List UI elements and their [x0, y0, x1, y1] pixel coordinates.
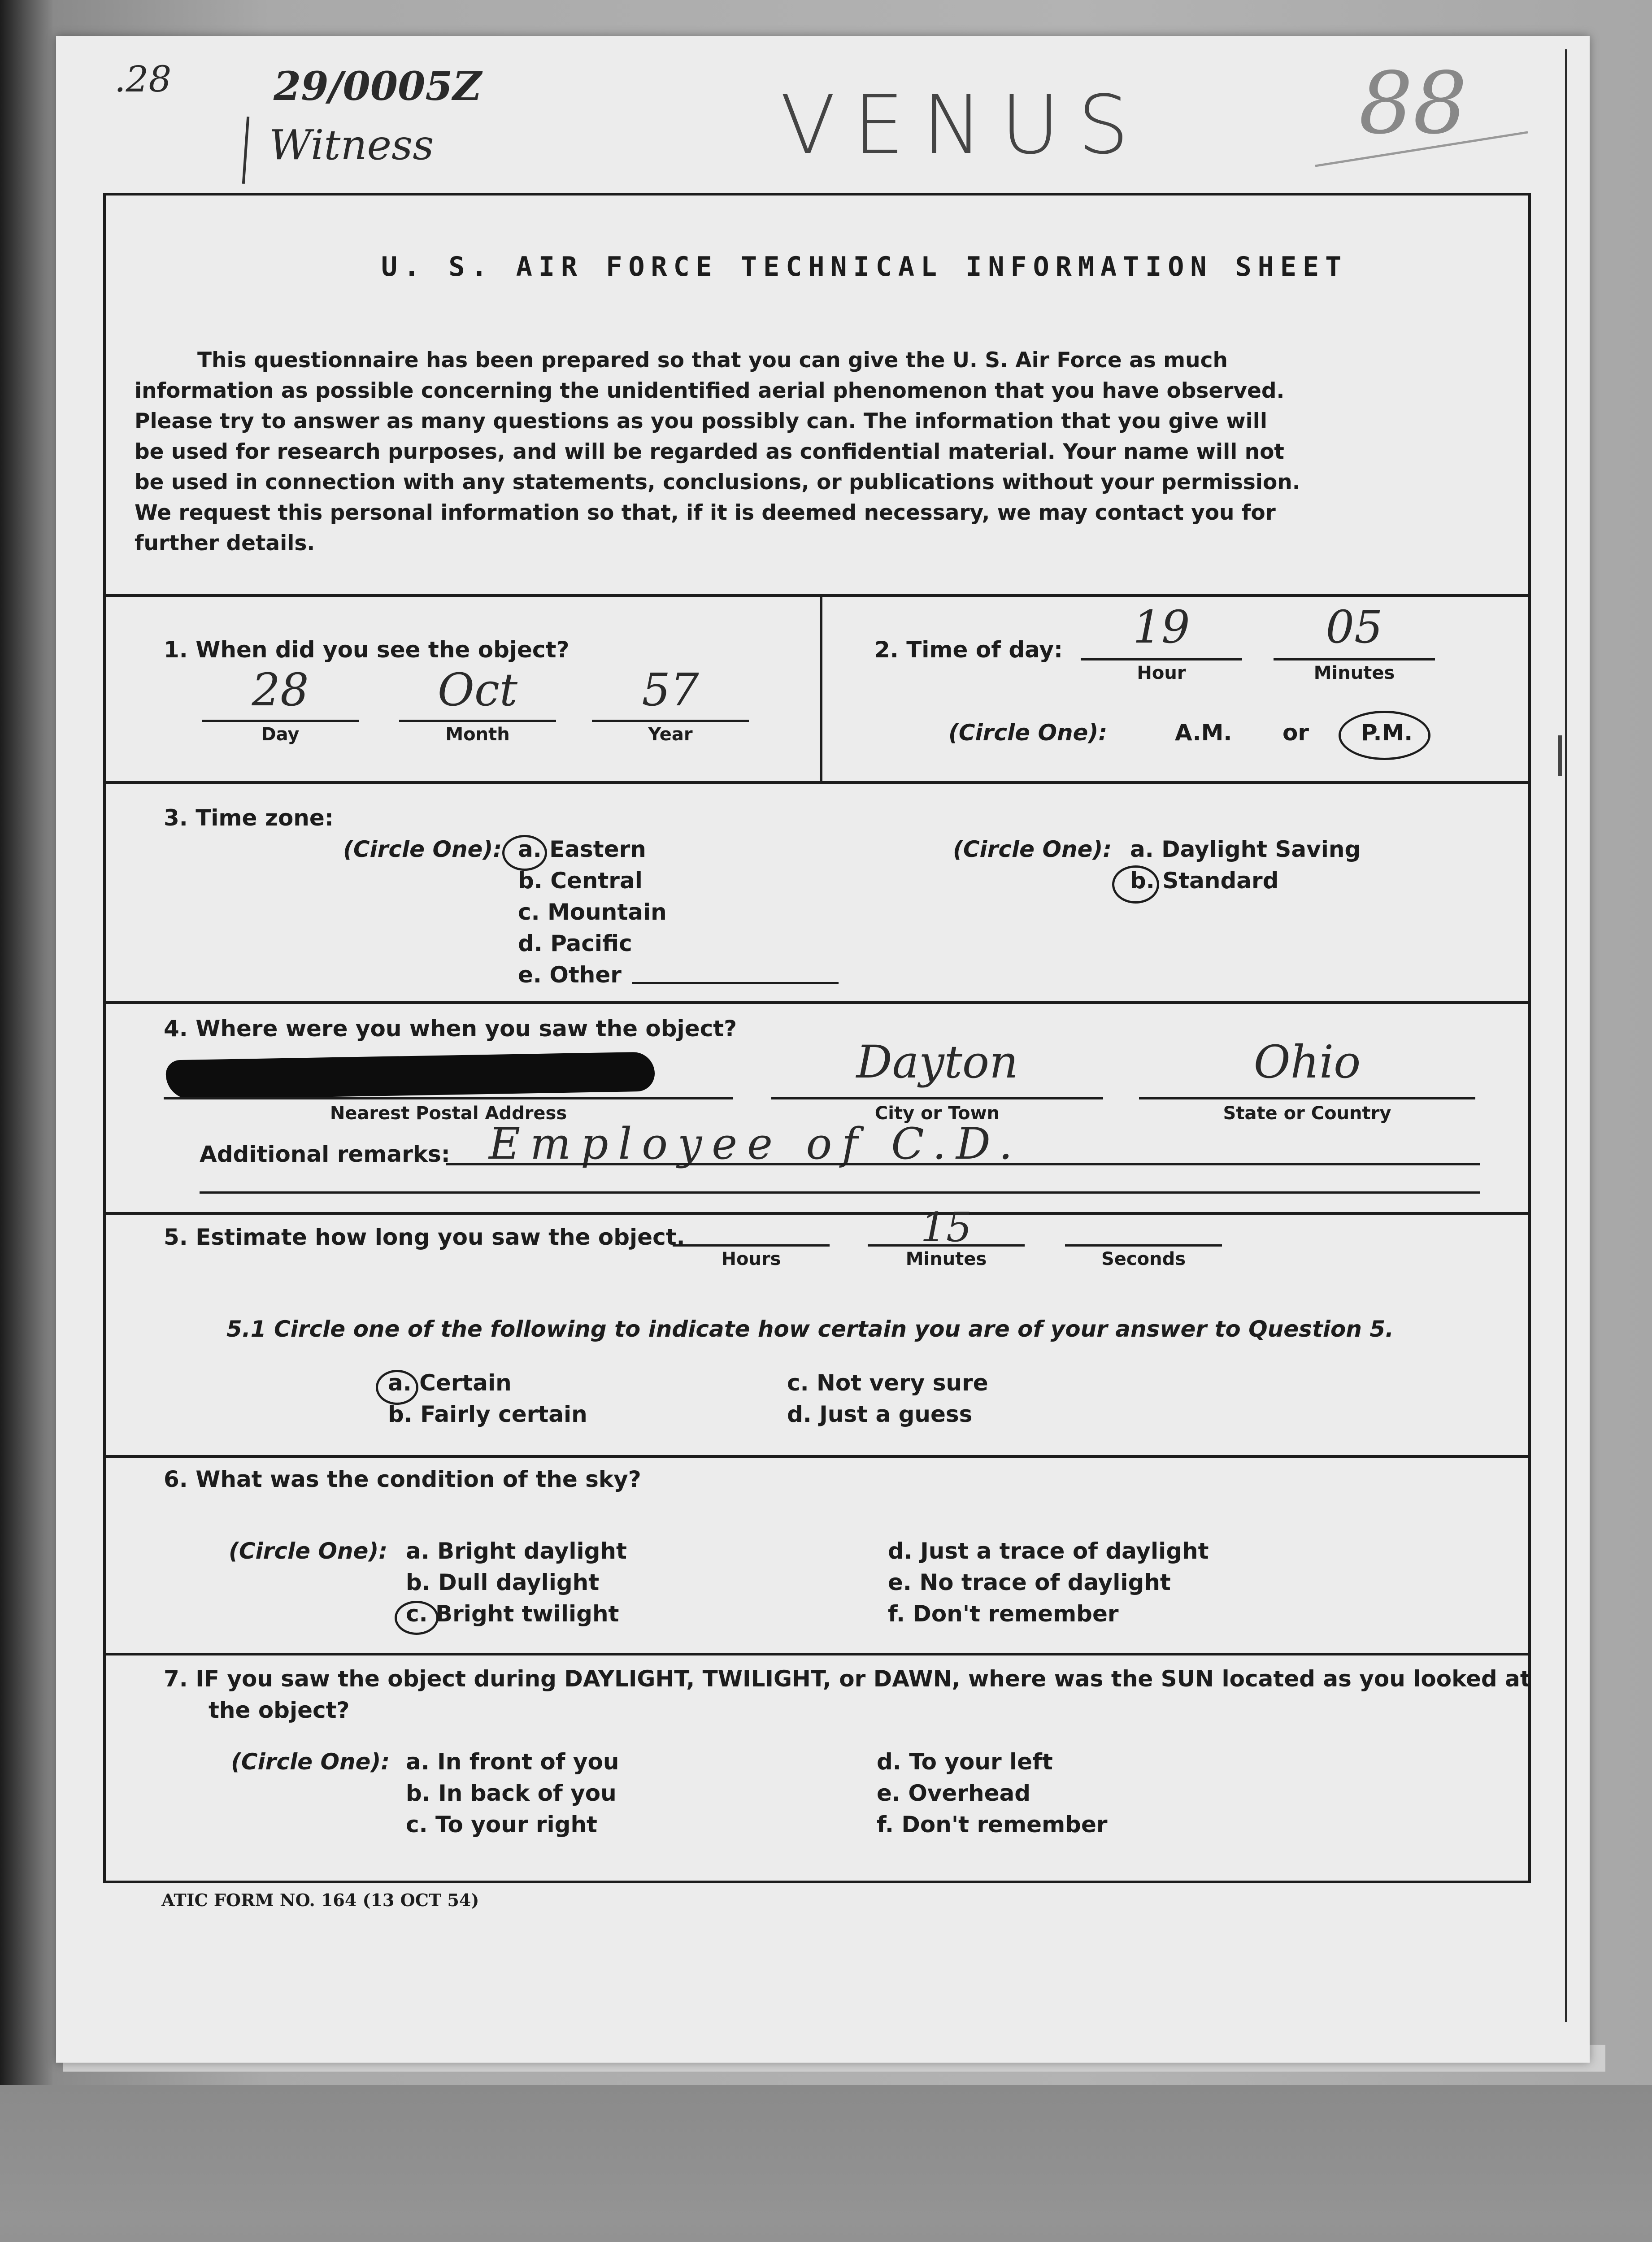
q3-question: 3. Time zone:: [164, 805, 334, 831]
q3-circle-one: (Circle One):: [343, 836, 502, 862]
q5-minutes-label: Minutes: [905, 1249, 987, 1269]
q3-standard: b. Standard: [1130, 868, 1279, 894]
annotation-page-number: 88: [1359, 54, 1467, 153]
q7-circle-one: (Circle One):: [231, 1749, 390, 1775]
intro-line: information as possible concerning the unidentified aerial phenomenon that you have observed.: [135, 378, 1285, 403]
annotation-witness: Witness: [269, 121, 434, 169]
annotation-evaluation: VENUS: [780, 78, 1147, 172]
q2-minutes-answer: 05: [1326, 601, 1383, 653]
q2-hour-answer: 19: [1133, 601, 1190, 653]
divider-q7: [103, 1653, 1531, 1655]
q3-zone-other: e. Other: [518, 962, 622, 988]
intro-line: be used for research purposes, and will be regarded as confidential material. Your name will not: [135, 439, 1284, 464]
q1-month-label: Month: [445, 724, 510, 745]
q5-minutes-line: [868, 1244, 1025, 1247]
intro-line: This questionnaire has been prepared so that you can give the U. S. Air Force as much: [197, 348, 1228, 373]
q5-hours-label: Hours: [721, 1249, 781, 1269]
q3-zone-pacific: d. Pacific: [518, 930, 632, 956]
q6-twilight-circle: [395, 1601, 439, 1635]
q7-question-continued: the object?: [209, 1697, 350, 1723]
q4-state-answer: Ohio: [1253, 1036, 1361, 1088]
q3-circle-one-2: (Circle One):: [953, 836, 1112, 862]
q4-address-label: Nearest Postal Address: [330, 1103, 567, 1124]
q5-hours-line: [673, 1244, 830, 1247]
q4-address-line: [164, 1097, 733, 1099]
q3-standard-circle: [1112, 865, 1159, 904]
q6-circle-one: (Circle One):: [229, 1538, 388, 1564]
q1-day-answer: 28: [252, 664, 309, 716]
photo-backdrop-lower: [0, 2085, 1652, 2242]
divider-q6: [103, 1455, 1531, 1458]
q2-circle-one: (Circle One):: [948, 720, 1108, 746]
q1-year-answer: 57: [642, 664, 699, 716]
q4-state-line: [1139, 1097, 1475, 1099]
q3-zone-central: b. Central: [518, 868, 643, 894]
q1-month-answer: Oct: [437, 664, 518, 716]
divider-intro: [103, 594, 1531, 597]
q5-seconds-line: [1065, 1244, 1222, 1247]
q2-or: or: [1282, 720, 1309, 746]
q7-to-left: d. To your left: [877, 1749, 1053, 1775]
q7-question: 7. IF you saw the object during DAYLIGHT, TWILIGHT, or DAWN, where was the SUN located as you looked at: [164, 1666, 1531, 1692]
q51-fairly-certain: b. Fairly certain: [388, 1401, 587, 1427]
q4-remarks-line: [446, 1163, 1480, 1165]
q7-overhead: e. Overhead: [877, 1780, 1031, 1806]
q1-year-label: Year: [648, 724, 693, 745]
sheet-right-edge: [1565, 49, 1567, 2022]
q6-trace-of-daylight: d. Just a trace of daylight: [888, 1538, 1209, 1564]
q4-question: 4. Where were you when you saw the object?: [164, 1016, 737, 1042]
q5-seconds-label: Seconds: [1101, 1249, 1186, 1269]
q6-bright-twilight: c. Bright twilight: [406, 1601, 619, 1627]
q2-am: A.M.: [1175, 720, 1232, 746]
divider-q4: [103, 1001, 1531, 1004]
q7-to-right: c. To your right: [406, 1812, 597, 1838]
q51-just-a-guess: d. Just a guess: [787, 1401, 973, 1427]
q6-no-trace: e. No trace of daylight: [888, 1569, 1171, 1595]
q2-pm: P.M.: [1361, 720, 1413, 746]
q4-city-label: City or Town: [874, 1103, 1000, 1124]
q51-certain: a. Certain: [388, 1370, 512, 1396]
q2-hour-label: Hour: [1137, 663, 1186, 683]
q6-bright-daylight: a. Bright daylight: [406, 1538, 627, 1564]
annotation-dtg: 29/0005Z: [274, 63, 482, 109]
q4-city-answer: Dayton: [856, 1036, 1018, 1088]
q6-dull-daylight: b. Dull daylight: [406, 1569, 600, 1595]
q51-certain-circle: [376, 1370, 418, 1405]
q1-day-line: [202, 720, 359, 722]
q3-other-line: [632, 982, 839, 984]
q2-minutes-label: Minutes: [1313, 663, 1395, 683]
q2-question: 2. Time of day:: [874, 637, 1063, 663]
q51-question: 5.1 Circle one of the following to indicate how certain you are of your answer to Question 5.: [226, 1316, 1394, 1342]
divider-q5: [103, 1212, 1531, 1215]
q4-state-label: State or Country: [1223, 1103, 1391, 1124]
q3-zone-eastern: a. Eastern: [518, 836, 646, 862]
q7-in-front: a. In front of you: [406, 1749, 619, 1775]
q2-minutes-line: [1274, 658, 1435, 660]
q3-eastern-circle: [502, 835, 547, 871]
q1-year-line: [592, 720, 749, 722]
intro-paragraph: [135, 345, 1377, 559]
intro-line: be used in connection with any statements, conclusions, or publications without your permission.: [135, 470, 1300, 495]
divider-q1-q2: [820, 594, 822, 782]
q6-dont-remember: f. Don't remember: [888, 1601, 1119, 1627]
q4-remarks-line-2: [200, 1191, 1480, 1194]
form-number: ATIC FORM NO. 164 (13 OCT 54): [161, 1890, 479, 1910]
q2-hour-line: [1081, 658, 1242, 660]
q5-minutes-answer: 15: [920, 1204, 972, 1251]
form-title: U. S. AIR FORCE TECHNICAL INFORMATION SHEET: [381, 251, 1348, 282]
q2-pm-circle: [1339, 711, 1430, 760]
q1-question: 1. When did you see the object?: [164, 637, 570, 663]
scan-mark: [1558, 735, 1562, 776]
intro-line: further details.: [135, 531, 315, 556]
q4-remarks-label: Additional remarks:: [200, 1141, 450, 1167]
q6-question: 6. What was the condition of the sky?: [164, 1466, 641, 1492]
divider-q3: [103, 781, 1531, 784]
annotation-number: .28: [114, 58, 172, 100]
q5-question: 5. Estimate how long you saw the object.: [164, 1224, 685, 1250]
q1-day-label: Day: [261, 724, 300, 745]
q3-zone-mountain: c. Mountain: [518, 899, 667, 925]
q4-remarks-answer: Employee of C.D.: [489, 1119, 1022, 1169]
q7-dont-remember: f. Don't remember: [877, 1812, 1108, 1838]
q3-daylight-saving: a. Daylight Saving: [1130, 836, 1361, 862]
q1-month-line: [399, 720, 556, 722]
q7-in-back: b. In back of you: [406, 1780, 617, 1806]
q51-not-very-sure: c. Not very sure: [787, 1370, 988, 1396]
intro-line: Please try to answer as many questions as you possibly can. The information that you give will: [135, 409, 1267, 434]
q4-city-line: [771, 1097, 1103, 1099]
intro-line: We request this personal information so that, if it is deemed necessary, we may contact you for: [135, 500, 1276, 525]
